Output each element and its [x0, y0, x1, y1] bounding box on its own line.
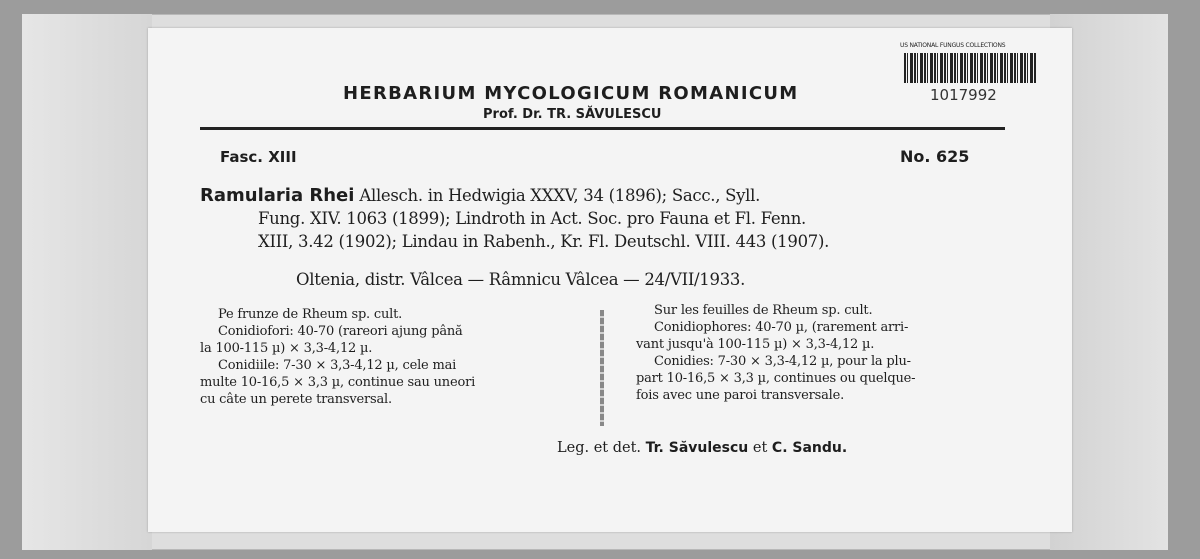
fr-line: part 10-16,5 × 3,3 µ, continues ou quelque- — [636, 371, 916, 386]
description-romanian — [200, 306, 582, 408]
citation-line-1 — [200, 184, 1015, 207]
locality: Oltenia, distr. Vâlcea — Râmnicu Vâlcea — 24/VII/1933. — [296, 270, 746, 289]
collector-line — [557, 440, 847, 456]
collector-prefix: Leg. et det. — [557, 440, 642, 456]
barcode-number: 1017992 — [930, 86, 997, 104]
title-rule — [200, 127, 1005, 130]
packet-left-flap — [22, 14, 152, 550]
collector-joiner: et — [752, 440, 768, 456]
fascicle-label: Fasc. XIII — [220, 148, 297, 166]
collector-name-1: Tr. Săvulescu — [645, 440, 749, 456]
fr-line: Conidiophores: 40-70 µ, (rarement arri- — [654, 320, 909, 335]
barcode-caption: US NATIONAL FUNGUS COLLECTIONS — [900, 42, 1006, 49]
fr-line: Conidies: 7-30 × 3,3-4,12 µ, pour la plu- — [654, 354, 911, 369]
ro-line: la 100-115 µ) × 3,3-4,12 µ. — [200, 341, 373, 356]
citation-text-1: Allesch. in Hedwigia XXXV, 34 (1896); Sacc., Syll. — [359, 186, 761, 205]
fr-line: vant jusqu'à 100-115 µ) × 3,3-4,12 µ. — [636, 337, 875, 352]
column-divider — [600, 310, 604, 426]
specimen-number: No. 625 — [900, 147, 970, 166]
species-citation — [200, 184, 1015, 253]
ro-line: Conidiofori: 40-70 (rareori ajung până — [218, 324, 463, 339]
barcode-icon — [904, 53, 1036, 83]
collector-name-2: C. Sandu. — [771, 440, 848, 456]
citation-line-2: Fung. XIV. 1063 (1899); Lindroth in Act. Soc. pro Fauna et Fl. Fenn. — [258, 209, 806, 228]
citation-line-3: XIII, 3.42 (1902); Lindau in Rabenh., Kr. Fl. Deutschl. VIII. 443 (1907). — [258, 232, 830, 251]
fr-line: Sur les feuilles de Rheum sp. cult. — [654, 303, 873, 318]
ro-line: multe 10-16,5 × 3,3 µ, continue sau uneori — [200, 375, 476, 390]
ro-line: cu câte un perete transversal. — [200, 392, 392, 407]
species-name: Ramularia Rhei — [200, 185, 355, 206]
description-french — [636, 302, 1016, 404]
barcode-label — [898, 40, 1044, 106]
ro-line: Conidiile: 7-30 × 3,3-4,12 µ, cele mai — [218, 358, 457, 373]
fr-line: fois avec une paroi transversale. — [636, 388, 845, 403]
herbarium-title: HERBARIUM MYCOLOGICUM ROMANICUM — [343, 83, 799, 104]
ro-line: Pe frunze de Rheum sp. cult. — [218, 307, 403, 322]
herbarium-subtitle: Prof. Dr. TR. SĂVULESCU — [483, 107, 662, 122]
